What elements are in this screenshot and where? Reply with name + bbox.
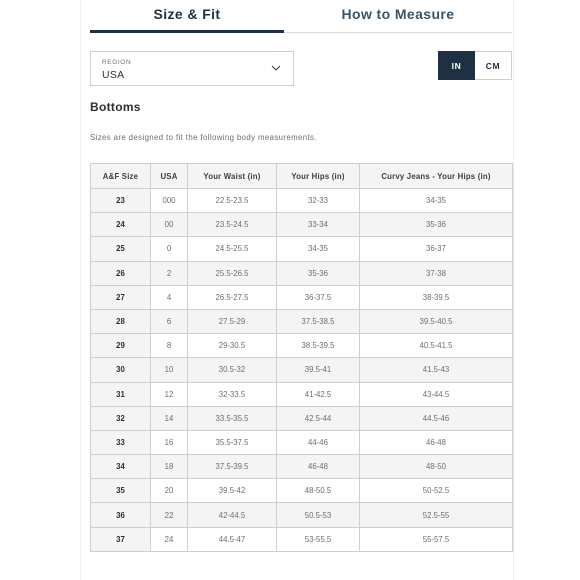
cell-hips: 53-55.5: [277, 527, 360, 551]
table-row: [91, 406, 513, 430]
cell-curvy-hips: 48-50: [360, 455, 513, 479]
unit-in-button[interactable]: IN: [438, 51, 475, 80]
table-row: [91, 455, 513, 479]
cell-usa: 20: [151, 479, 188, 503]
cell-usa: 000: [151, 189, 188, 213]
header-waist: Your Waist (in): [188, 164, 277, 189]
cell-waist: 39.5-42: [188, 479, 277, 503]
cell-af-size: 26: [91, 261, 151, 285]
cell-hips: 42.5-44: [277, 406, 360, 430]
cell-hips: 39.5-41: [277, 358, 360, 382]
cell-hips: 32-33: [277, 189, 360, 213]
cell-usa: 8: [151, 334, 188, 358]
cell-curvy-hips: 35-36: [360, 213, 513, 237]
table-header-row: [91, 164, 513, 189]
table-row: [91, 430, 513, 454]
header-hips: Your Hips (in): [277, 164, 360, 189]
cell-usa: 12: [151, 382, 188, 406]
cell-usa: 24: [151, 527, 188, 551]
table-row: [91, 479, 513, 503]
cell-curvy-hips: 40.5-41.5: [360, 334, 513, 358]
cell-curvy-hips: 44.5-46: [360, 406, 513, 430]
cell-hips: 44-46: [277, 430, 360, 454]
header-af-size: A&F Size: [91, 164, 151, 189]
cell-curvy-hips: 41.5-43: [360, 358, 513, 382]
cell-hips: 35-36: [277, 261, 360, 285]
table-row: [91, 237, 513, 261]
cell-usa: 6: [151, 309, 188, 333]
table-row: [91, 503, 513, 527]
cell-waist: 23.5-24.5: [188, 213, 277, 237]
cell-usa: 18: [151, 455, 188, 479]
section-description: Sizes are designed to fit the following body measurements.: [90, 133, 317, 142]
cell-usa: 0: [151, 237, 188, 261]
cell-waist: 35.5-37.5: [188, 430, 277, 454]
cell-af-size: 29: [91, 334, 151, 358]
region-value: USA: [102, 69, 125, 81]
cell-curvy-hips: 39.5-40.5: [360, 309, 513, 333]
cell-waist: 25.5-26.5: [188, 261, 277, 285]
cell-af-size: 23: [91, 189, 151, 213]
cell-hips: 33-34: [277, 213, 360, 237]
cell-af-size: 27: [91, 285, 151, 309]
cell-waist: 22.5-23.5: [188, 189, 277, 213]
cell-usa: 10: [151, 358, 188, 382]
cell-af-size: 36: [91, 503, 151, 527]
cell-hips: 48-50.5: [277, 479, 360, 503]
table-row: [91, 382, 513, 406]
cell-waist: 27.5-29: [188, 309, 277, 333]
header-curvy-hips: Curvy Jeans - Your Hips (in): [360, 164, 513, 189]
cell-waist: 37.5-39.5: [188, 455, 277, 479]
cell-usa: 00: [151, 213, 188, 237]
unit-toggle: [438, 51, 512, 80]
cell-af-size: 31: [91, 382, 151, 406]
cell-hips: 38.5-39.5: [277, 334, 360, 358]
cell-af-size: 35: [91, 479, 151, 503]
table-row: [91, 527, 513, 551]
cell-curvy-hips: 37-38: [360, 261, 513, 285]
cell-af-size: 28: [91, 309, 151, 333]
cell-af-size: 33: [91, 430, 151, 454]
header-usa: USA: [151, 164, 188, 189]
cell-usa: 22: [151, 503, 188, 527]
cell-usa: 2: [151, 261, 188, 285]
cell-waist: 26.5-27.5: [188, 285, 277, 309]
cell-waist: 29-30.5: [188, 334, 277, 358]
cell-hips: 50.5-53: [277, 503, 360, 527]
chevron-down-icon: [271, 64, 281, 72]
cell-waist: 44.5-47: [188, 527, 277, 551]
cell-af-size: 32: [91, 406, 151, 430]
cell-usa: 14: [151, 406, 188, 430]
cell-waist: 30.5-32: [188, 358, 277, 382]
size-chart-table: [90, 163, 513, 552]
cell-usa: 16: [151, 430, 188, 454]
cell-af-size: 37: [91, 527, 151, 551]
cell-curvy-hips: 46-48: [360, 430, 513, 454]
cell-waist: 42-44.5: [188, 503, 277, 527]
cell-hips: 46-48: [277, 455, 360, 479]
section-title: Bottoms: [90, 100, 141, 114]
cell-curvy-hips: 43-44.5: [360, 382, 513, 406]
cell-af-size: 30: [91, 358, 151, 382]
table-row: [91, 358, 513, 382]
table-row: [91, 261, 513, 285]
cell-waist: 24.5-25.5: [188, 237, 277, 261]
cell-curvy-hips: 34-35: [360, 189, 513, 213]
table-row: [91, 213, 513, 237]
tab-bar: [90, 0, 512, 33]
cell-hips: 41-42.5: [277, 382, 360, 406]
table-row: [91, 309, 513, 333]
region-select[interactable]: [90, 51, 294, 86]
cell-af-size: 25: [91, 237, 151, 261]
table-row: [91, 189, 513, 213]
cell-af-size: 34: [91, 455, 151, 479]
cell-curvy-hips: 36-37: [360, 237, 513, 261]
cell-usa: 4: [151, 285, 188, 309]
tab-size-and-fit[interactable]: Size & Fit: [90, 0, 284, 33]
cell-hips: 37.5-38.5: [277, 309, 360, 333]
cell-curvy-hips: 38-39.5: [360, 285, 513, 309]
cell-curvy-hips: 52.5-55: [360, 503, 513, 527]
unit-cm-button[interactable]: CM: [475, 51, 512, 80]
cell-curvy-hips: 55-57.5: [360, 527, 513, 551]
tab-how-to-measure[interactable]: How to Measure: [341, 6, 455, 22]
cell-hips: 36-37.5: [277, 285, 360, 309]
cell-waist: 32-33.5: [188, 382, 277, 406]
cell-hips: 34-35: [277, 237, 360, 261]
table-row: [91, 285, 513, 309]
cell-waist: 33.5-35.5: [188, 406, 277, 430]
region-label: REGION: [102, 59, 132, 66]
cell-af-size: 24: [91, 213, 151, 237]
table-row: [91, 334, 513, 358]
cell-curvy-hips: 50-52.5: [360, 479, 513, 503]
